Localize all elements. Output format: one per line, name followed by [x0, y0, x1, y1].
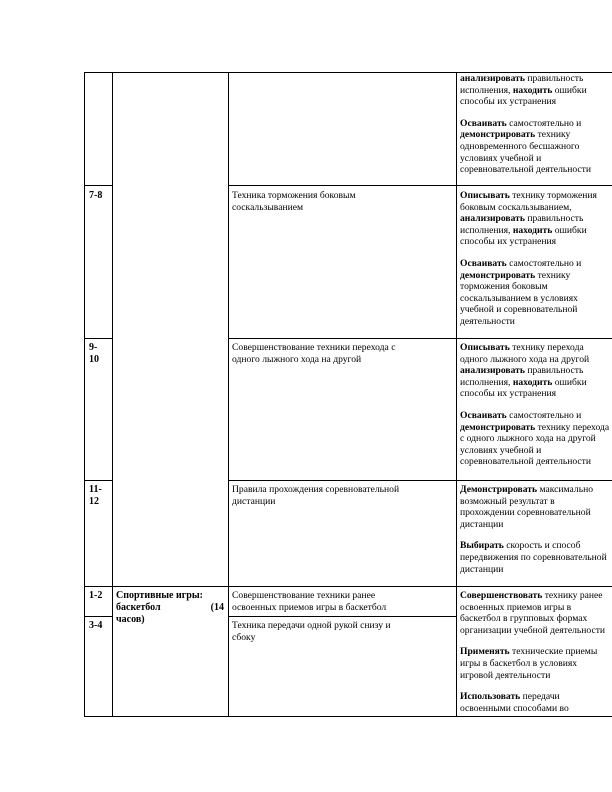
activity-text: способы их устранения: [460, 96, 557, 108]
activity-cell: [460, 590, 605, 714]
action-verb: Демонстрировать: [460, 484, 538, 495]
activity-line: [460, 625, 605, 637]
row-divider: [84, 586, 612, 587]
section-hours: (14: [210, 602, 224, 613]
action-verb: демонстрировать: [460, 129, 536, 141]
activity-text: скорость и способ: [503, 540, 581, 552]
activity-text: технику: [535, 269, 571, 281]
activity-line: [460, 190, 597, 202]
action-verb: Осваивать: [460, 257, 507, 269]
section-subtitle-text: баскетбол: [116, 602, 161, 613]
activity-line: [460, 153, 591, 165]
activity-line: [460, 141, 591, 153]
activity-line: [460, 445, 609, 457]
action-verb: демонстрировать: [460, 421, 536, 433]
activity-text: соревновательной деятельности: [460, 456, 591, 468]
activity-text: исполнения,: [460, 224, 513, 236]
action-verb: Использовать: [460, 691, 521, 703]
paragraph-gap: [460, 681, 605, 691]
activity-line: [460, 202, 597, 214]
activity-line: [460, 456, 609, 468]
activity-text: одного лыжного хода на другой: [460, 353, 590, 365]
section-hours-end: часов): [116, 614, 145, 625]
activity-line: [460, 613, 605, 625]
activity-text: ошибки: [552, 224, 587, 236]
activity-line: [460, 410, 609, 422]
activity-line: [460, 236, 597, 248]
activity-line: [460, 433, 609, 445]
activity-text: одновременного бесшажного: [460, 140, 580, 152]
activity-text: самостоятельно и: [506, 257, 582, 269]
activity-text: технику торможения: [509, 190, 597, 201]
activity-line: [460, 225, 597, 237]
activity-line: [460, 73, 591, 85]
activity-text: правильность: [524, 365, 584, 377]
paragraph-gap: [460, 248, 597, 258]
activity-text: с одного лыжного хода на другой: [460, 433, 596, 445]
activity-cell: [460, 342, 609, 468]
activity-text: технику перехода: [509, 342, 584, 353]
activity-text: передвижения по соревновательной: [460, 551, 607, 563]
activity-line: [460, 691, 605, 703]
col-divider-1: [112, 72, 113, 717]
activity-line: [460, 213, 597, 225]
activity-line: [460, 258, 597, 270]
activity-text: технику: [535, 129, 571, 141]
table-border-bottom: [84, 716, 612, 717]
activity-line: [460, 540, 607, 552]
activity-text: ошибки: [552, 84, 587, 96]
section-subtitle: [116, 602, 224, 614]
activity-text: деятельности: [460, 315, 515, 327]
activity-text: передачи: [520, 691, 560, 703]
activity-line: [460, 507, 607, 519]
activity-text: исполнения,: [460, 376, 513, 388]
activity-cell: [460, 73, 591, 176]
activity-text: условиях учебной и: [460, 444, 542, 456]
action-verb: Применять: [460, 646, 510, 658]
lesson-topic: Совершенствование техники перехода с одного лыжного хода на другой: [232, 342, 396, 365]
activity-text: ошибки: [552, 376, 587, 388]
activity-line: [460, 365, 609, 377]
activity-text: торможения боковым: [460, 281, 548, 293]
table-border-left: [84, 72, 85, 717]
activity-text: самостоятельно и: [506, 409, 582, 421]
activity-text: баскетбол в групповых формах: [460, 613, 588, 625]
activity-line: [460, 703, 605, 715]
row-divider: [228, 480, 612, 481]
paragraph-gap: [460, 636, 605, 646]
section-title: Спортивные игры:: [116, 590, 203, 601]
paragraph-gap: [460, 530, 607, 540]
activity-line: [460, 602, 605, 614]
activity-line: [460, 316, 597, 328]
activity-cell: [460, 484, 607, 575]
activity-text: способы их устранения: [460, 236, 557, 248]
activity-text: самостоятельно и: [506, 117, 582, 129]
activity-line: [460, 118, 591, 130]
lesson-topic: Техника передачи одной рукой снизу и сбоку: [232, 620, 391, 643]
activity-text: освоенных приемов игры в: [460, 601, 572, 613]
activity-text: технику перехода: [535, 421, 610, 433]
row-divider: [84, 616, 112, 617]
paragraph-gap: [460, 400, 609, 410]
activity-text: соскальзыванием в условиях: [460, 292, 578, 304]
lesson-number: 11- 12: [89, 484, 102, 507]
action-verb: Осваивать: [460, 117, 507, 129]
activity-line: [460, 304, 597, 316]
row-divider: [84, 338, 112, 339]
activity-line: [460, 564, 607, 576]
action-verb: находить: [512, 376, 553, 388]
activity-line: [460, 164, 591, 176]
activity-text: максимально: [537, 484, 593, 495]
lesson-topic: Правила прохождения соревновательной дистанции: [232, 484, 400, 507]
curriculum-table: [84, 72, 612, 717]
activity-line: [460, 646, 605, 658]
activity-text: правильность: [524, 73, 584, 84]
action-verb: анализировать: [460, 73, 525, 84]
activity-line: [460, 552, 607, 564]
lesson-number: 9- 10: [89, 342, 99, 365]
lesson-number: 3-4: [89, 620, 103, 631]
activity-text: боковым соскальзыванием,: [460, 201, 572, 213]
activity-text: технику ранее: [542, 590, 603, 601]
col-divider-2: [228, 72, 229, 717]
action-verb: анализировать: [460, 213, 525, 225]
activity-line: [460, 422, 609, 434]
activity-line: [460, 484, 607, 496]
action-verb: Описывать: [460, 342, 510, 353]
row-divider: [84, 480, 112, 481]
lesson-topic: Совершенствование техники ранее освоенных приемов игры в баскетбол: [232, 590, 387, 613]
paragraph-gap: [460, 108, 591, 118]
action-verb: Совершенствовать: [460, 590, 543, 601]
col-divider-3: [456, 72, 457, 717]
activity-text: способы их устранения: [460, 388, 557, 400]
action-verb: находить: [512, 224, 553, 236]
action-verb: анализировать: [460, 365, 525, 377]
activity-line: [460, 377, 609, 389]
row-divider: [84, 185, 112, 186]
row-divider: [228, 338, 612, 339]
activity-line: [460, 496, 607, 508]
action-verb: демонстрировать: [460, 269, 536, 281]
activity-text: возможный результат в: [460, 495, 555, 507]
activity-line: [460, 388, 609, 400]
activity-line: [460, 96, 591, 108]
activity-line: [460, 670, 605, 682]
action-verb: Осваивать: [460, 409, 507, 421]
activity-line: [460, 129, 591, 141]
lesson-topic: Техника торможения боковым соскальзыванием: [232, 190, 356, 213]
lesson-number: 1-2: [89, 590, 103, 601]
row-divider: [228, 185, 612, 186]
activity-text: условиях учебной и: [460, 152, 542, 164]
activity-line: [460, 342, 609, 354]
activity-cell: [460, 190, 597, 328]
activity-line: [460, 281, 597, 293]
activity-line: [460, 270, 597, 282]
activity-line: [460, 519, 607, 531]
activity-line: [460, 293, 597, 305]
row-divider: [228, 616, 456, 617]
activity-line: [460, 590, 605, 602]
activity-text: игры в баскетбол в условиях: [460, 657, 578, 669]
activity-text: исполнения,: [460, 84, 513, 96]
activity-text: учебной и соревновательной: [460, 304, 578, 316]
activity-text: организации учебной деятельности: [460, 624, 606, 636]
lesson-number: 7-8: [89, 190, 103, 201]
activity-text: освоенными способами во: [460, 702, 569, 714]
activity-line: [460, 85, 591, 97]
activity-text: технические приемы: [509, 646, 598, 658]
action-verb: Описывать: [460, 190, 510, 201]
activity-line: [460, 354, 609, 366]
activity-text: прохождении соревновательной: [460, 507, 591, 519]
activity-text: дистанции: [460, 518, 504, 530]
activity-line: [460, 658, 605, 670]
action-verb: находить: [512, 84, 553, 96]
activity-text: соревновательной деятельности: [460, 164, 591, 176]
activity-text: игровой деятельности: [460, 669, 551, 681]
activity-text: дистанции: [460, 563, 504, 575]
activity-text: правильность: [524, 213, 584, 225]
action-verb: Выбирать: [460, 540, 504, 552]
